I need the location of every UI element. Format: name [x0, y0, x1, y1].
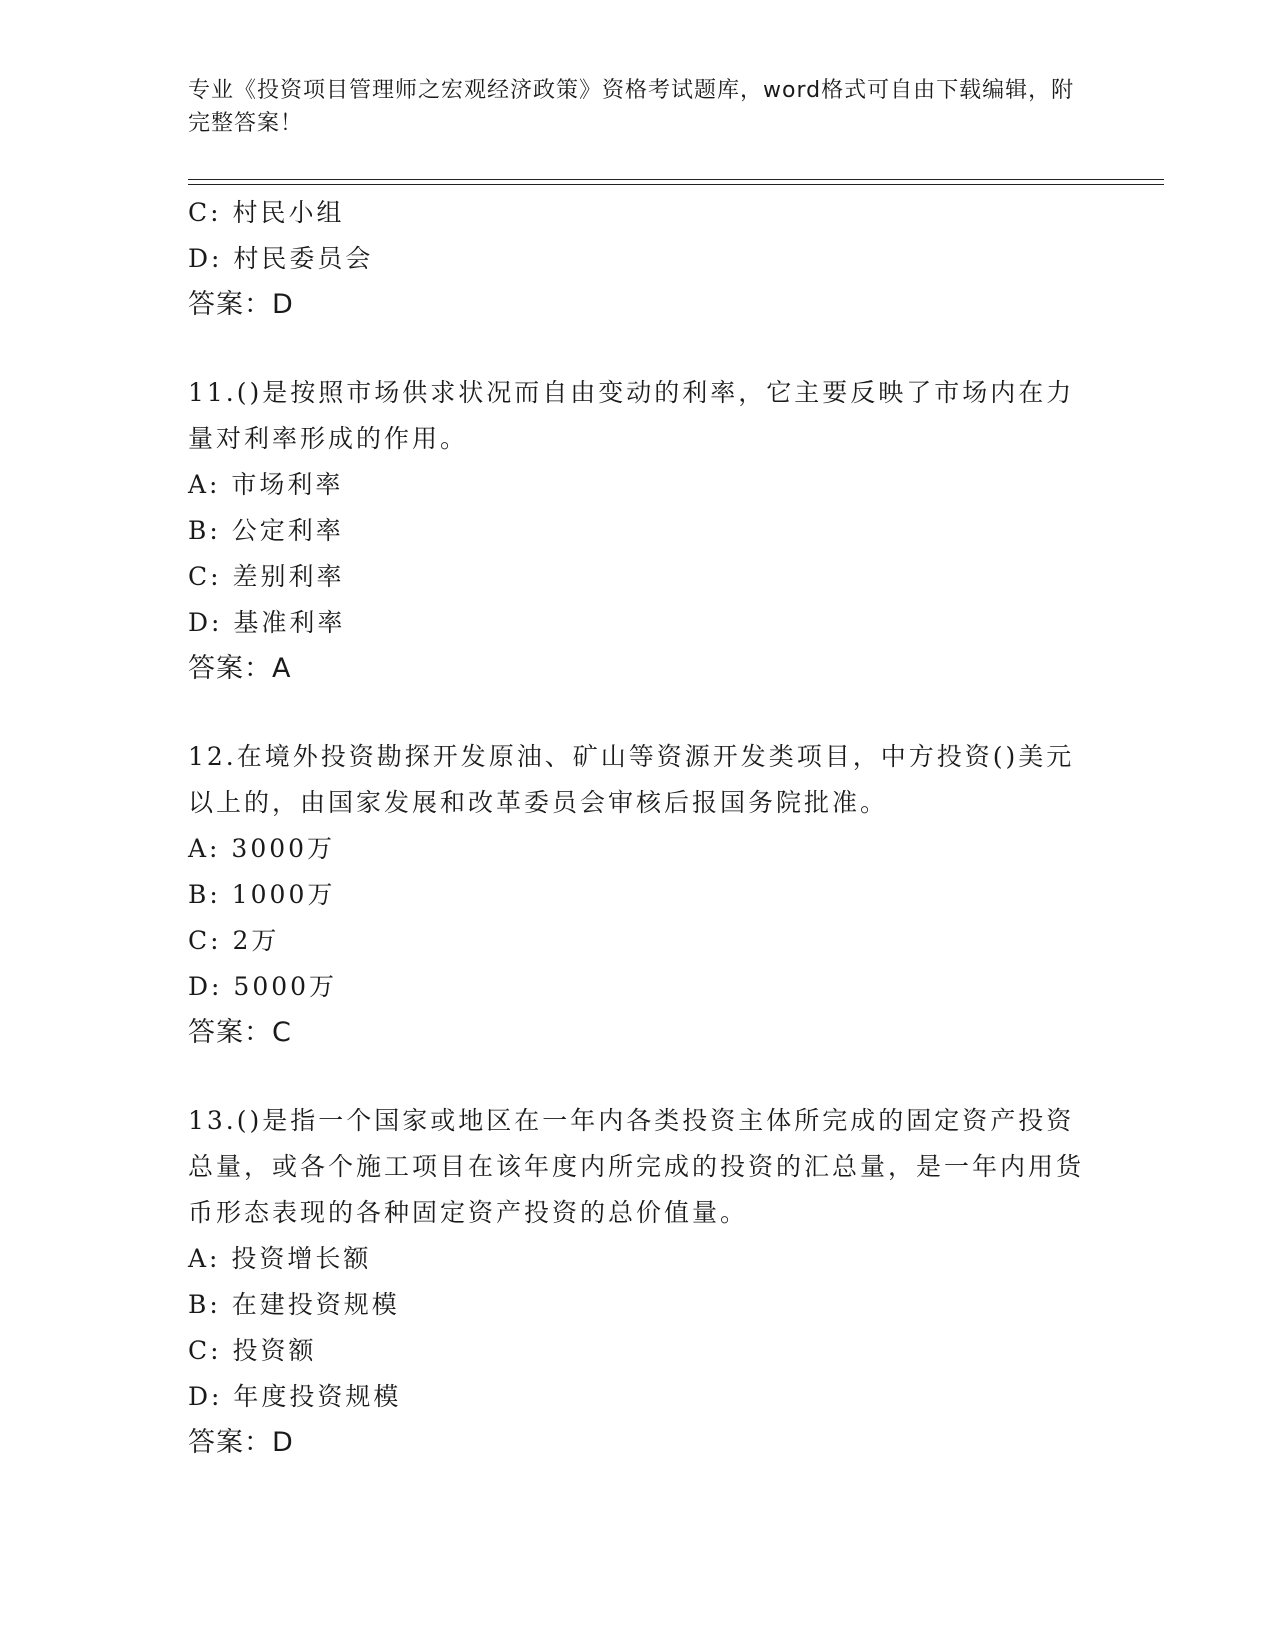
question-content: [188, 190, 1088, 1466]
question-11: [188, 370, 1088, 692]
spacer: [188, 328, 1088, 370]
option-d: D: 年度投资规模: [188, 1382, 402, 1411]
header-rule-top: [188, 179, 1164, 180]
option-b: B: 在建投资规模: [188, 1290, 400, 1319]
option-c: C: 2万: [188, 926, 280, 955]
page-header: 专业《投资项目管理师之宏观经济政策》资格考试题库，word格式可自由下载编辑，附完整答案！: [188, 78, 1075, 136]
option-c: C: 差别利率: [188, 562, 345, 591]
answer-line: 答案：A: [188, 653, 292, 684]
option-a: A: 投资增长额: [188, 1244, 372, 1273]
option-d: D: 5000万: [188, 972, 338, 1001]
question-12: [188, 734, 1088, 1056]
option-c: C: 村民小组: [188, 198, 345, 227]
header-rule-bottom: [188, 184, 1164, 185]
option-b: B: 公定利率: [188, 516, 344, 545]
answer-line: 答案：D: [188, 1427, 294, 1458]
option-a: A: 3000万: [188, 834, 336, 863]
option-d: D: 村民委员会: [188, 244, 374, 273]
spacer: [188, 1056, 1088, 1098]
option-a: A: 市场利率: [188, 470, 344, 499]
question-stem: 13.()是指一个国家或地区在一年内各类投资主体所完成的固定资产投资总量，或各个施工项目在该年度内所完成的投资的汇总量，是一年内用货币形态表现的各种固定资产投资的总价值量。: [188, 1106, 1085, 1227]
question-13: [188, 1098, 1088, 1466]
prev-question-block: [188, 190, 1088, 328]
answer-line: 答案：D: [188, 289, 294, 320]
spacer: [188, 692, 1088, 734]
option-d: D: 基准利率: [188, 608, 346, 637]
option-c: C: 投资额: [188, 1336, 317, 1365]
answer-line: 答案：C: [188, 1017, 292, 1048]
question-stem: 11.()是按照市场供求状况而自由变动的利率，它主要反映了市场内在力量对利率形成的作用。: [188, 378, 1075, 453]
question-stem: 12.在境外投资勘探开发原油、矿山等资源开发类项目，中方投资()美元以上的，由国家发展和改革委员会审核后报国务院批准。: [188, 742, 1075, 817]
option-b: B: 1000万: [188, 880, 336, 909]
